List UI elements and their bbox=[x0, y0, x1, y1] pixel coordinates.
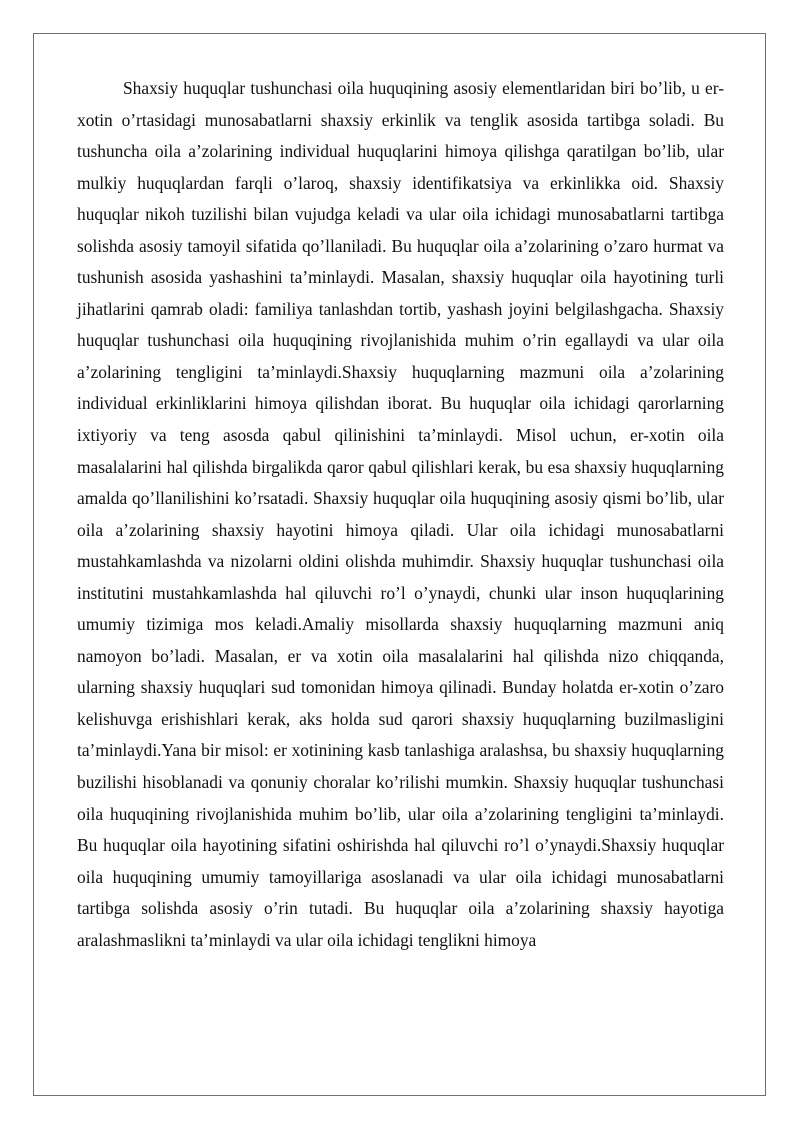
body-paragraph: Shaxsiy huquqlar tushunchasi oila huquqining asosiy elementlaridan biri bo’lib, u er-xotin o’rtasidagi munosabatlarni shaxsiy erkinlik va tenglik asosida tartibga soladi. Bu tushuncha oila a’zolarining individual huquqlarini himoya qilishga qaratilgan bo’lib, ular mulkiy huquqlardan farqli o’laroq, shaxsiy identifikatsiya va erkinlikka oid. Shaxsiy huquqlar nikoh tuzilishi bilan vujudga keladi va ular oila ichidagi munosabatlarni tartibga solishda asosiy tamoyil sifatida qo’llaniladi. Bu huquqlar oila a’zolarining o’zaro hurmat va tushunish asosida yashashini ta’minlaydi. Masalan, shaxsiy huquqlar oila hayotining turli jihatlarini qamrab oladi: familiya tanlashdan tortib, yashash joyini belgilashgacha. Shaxsiy huquqlar tushunchasi oila huquqining rivojlanishida muhim o’rin egallaydi va ular oila a’zolarining tengligini ta’minlaydi.Shaxsiy huquqlarning mazmuni oila a’zolarining individual erkinliklarini himoya qilishdan iborat. Bu huquqlar oila ichidagi qarorlarning ixtiyoriy va teng asosda qabul qilinishini ta’minlaydi. Misol uchun, er-xotin oila masalalarini hal qilishda birgalikda qaror qabul qilishlari kerak, bu esa shaxsiy huquqlarning amalda qo’llanilishini ko’rsatadi. Shaxsiy huquqlar oila huquqining asosiy qismi bo’lib, ular oila a’zolarining shaxsiy hayotini himoya qiladi. Ular oila ichidagi munosabatlarni mustahkamlashda va nizolarni oldini olishda muhimdir. Shaxsiy huquqlar tushunchasi oila institutini mustahkamlashda hal qiluvchi ro’l o’ynaydi, chunki ular inson huquqlarining umumiy tizimiga mos keladi.Amaliy misollarda shaxsiy huquqlarning mazmuni aniq namoyon bo’ladi. Masalan, er va xotin oila masalalarini hal qilishda nizo chiqqanda, ularning shaxsiy huquqlari sud tomonidan himoya qilinadi. Bunday holatda er-xotin o’zaro kelishuvga erishishlari kerak, aks holda sud qarori shaxsiy huquqlarning buzilmasligini ta’minlaydi.Yana bir misol: er xotinining kasb tanlashiga aralashsa, bu shaxsiy huquqlarning buzilishi hisoblanadi va qonuniy choralar ko’rilishi mumkin. Shaxsiy huquqlar tushunchasi oila huquqining rivojlanishida muhim bo’lib, ular oila a’zolarining tengligini ta’minlaydi. Bu huquqlar oila hayotining sifatini oshirishda hal qiluvchi ro’l o’ynaydi.Shaxsiy huquqlar oila huquqining umumiy tamoyillariga asoslanadi va ular oila ichidagi munosabatlarni tartibga solishda asosiy o’rin tutadi. Bu huquqlar oila a’zolarining shaxsiy hayotiga aralashmaslikni ta’minlaydi va ular oila ichidagi tenglikni himoya bbox=[77, 78, 724, 950]
